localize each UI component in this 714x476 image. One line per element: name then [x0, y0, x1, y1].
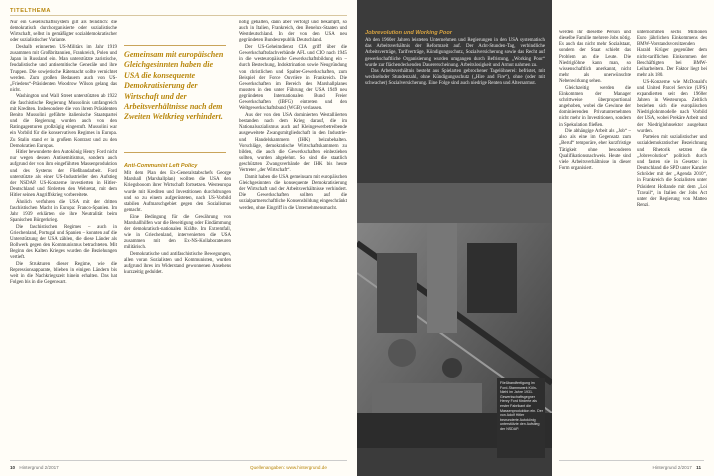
page-number-left: 10: [10, 465, 16, 470]
paragraph: Mit dem Plan des Ex-Generalstabschefs George Marshall (Marshallplan) wollten die USA den Kriegsbooom ihrer Wirtschaft fortsetzen. Westeuropa wurde mit Krediten und Investitionen durchdrungen und so zu einem aufgerüsteten, nach US-Vorbild stabilen Aufmarschgebiet gegen den Sozialismus gemacht.: [124, 171, 231, 214]
left-column-1: [10, 20, 117, 450]
paragraph: Das Arbeitsverhältnis besteht aus Spielarten gebrochener Tagelöhnerei: befristet, mit wechselnder Stundenzahl, ohne Kündigungsschutz („Hire and Fire“), ohne (oder mit schwacher) Sozialversicherung. Eine Folge sind auch niedrige Renten und Altersarmut.: [365, 68, 545, 87]
footer-rule-right: [559, 460, 704, 461]
paragraph: Aus der von den USA dominierten Westalliierten bestanden nach dem Krieg darauf, die im Nationalsozialismus auch auf Kleingewerbetreibende ausgeweitete Zwangsmitgliedschaft in den Industrie- und Handelskammern (IHK) beizubehalten. Vorschläge, demokratische Wirtschaftskammern zu bilden, die auch die Gewerkschaften einbeziehen sollten, wurden abgelehnt. So sind die staatlich geschützten Zwangsverbände der IHK bis heute Vertreter „der Wirtschaft“.: [239, 112, 347, 174]
right-page: [357, 0, 714, 476]
paragraph: Die Strukturen dieser Regime, wie die Repressionsapparate, blieben in einigen Ländern bis weit in die Nachkriegszeit hinein erhalten. Das hat Folgen bis in die Gegenwart.: [10, 261, 117, 286]
dark-subhead: Jobrevolution und Working Poor: [365, 30, 452, 36]
subhead-left: Anti-Communist Left Policy: [124, 163, 198, 169]
section-label: TITELTHEMA: [10, 8, 52, 14]
paragraph: Gleichzeitig werden die Einkommen der Manager schrittweise überproportional angehoben, wobei die Gewinne der dominierenden Privatunternehmen nicht mehr in Investitionen, sondern in Spekulation fließen.: [559, 85, 631, 128]
photo-caption: Fließbandfertigung im Ford-Stammwerk Köln-Niehl im Jahre 1931. Gewerkschaftsgegner Henry Ford förderte als erster Fabrikant die Massenproduktion ein. Der von Adolf Hitler bewunderte Autokönig unterstützte den Aufstieg der NSDAP.: [500, 381, 543, 431]
left-column-2: [124, 160, 231, 450]
paragraph: Demokratische und antifaschistische Bewegungen, allen voran Sozialisten und Kommunisten, wurden aufgrund ihres im Widerstand gewonnenen Ansehens kurzzeitig geduldet.: [124, 251, 231, 276]
photo-caption-box: [497, 378, 545, 458]
paragraph: unternommen sechs Millionen Euro jährlichen Einkommens des BMW-Vorstandsvorsitzenden Harald Krüger gegenüber dem nicht-tariflichen Einkommen der Beschäftigten bei BMW-Leiharbeitern. Der Faktor liegt bei mehr als 180.: [637, 30, 707, 79]
pullquote-rule-bottom: [124, 152, 226, 153]
paragraph: Nur ein Gesellschaftssystem gilt als feindlich: die demokratisch durchorganisierte oder sozialistische Wirtschaft, selbst in gemäßigter sozialdemokratischer oder sozialistischer Variante.: [10, 20, 117, 44]
paragraph: Die faschistischen Regimes – auch in Griechenland, Portugal und Spanien – konnten auf die Unterstützung der USA zählen, die diese Länder als Bollwerk gegen den Kommunismus betrachteten. Mit Beginn des Kalten Krieges wurden die Beziehungen vertieft.: [10, 224, 117, 261]
footer-rule-left: [10, 460, 347, 461]
left-column-3: [239, 20, 347, 450]
paragraph: Washington und Wall Street unterstützten ab 1922 die faschistische Regierung Mussolinis umfangreich mit Krediten. Insbesondere die von ihrem Präsidenten Benito Mussolini geführte italienische Staatspartei und die Regierung wurden auch von den Ratingagenturen großzügig eingestuft. Mussolini war ein Vorbild für die konservativen Regimes in Europa. Zu Stalin stand er in großem Kontrast und zu den Demokratien Europas.: [10, 94, 117, 149]
footer-center: Quellenangaben: www.hintergrund.de: [250, 465, 327, 470]
paragraph: Der US-Geheimdienst CIA griff über die Gewerkschaftsdachverbände AFL und CIO nach 1945 in die westeuropäische Gewerkschaftsbildung ein – durch Bestechung, Indoktrination sowie Neugründung von christlichen und Spalter-Gewerkschaften, zum Beispiel der Force Ouvrière in Frankreich. Die Gewerkschaften im Bereich des Marshallplanes mussten in den unter Führung der USA 1949 neu gegründeten Internationalen Bund Freier Gewerkschaften (IBFG) eintreten und den Weltgewerkschaftsbund (WGB) verlassen.: [239, 44, 347, 112]
paragraph: Damit haben die USA gemeinsam mit europäischen Gleichgesinnten die konsequente Demokratisierung der Wirtschaft und der Arbeitsverhältnisse verhindert. Die Gewerkschaften sollten auf die sozialpartnerschaftliche Konsensbildung eingeschränkt werden, ohne Eingriff in die Unternehmensmacht.: [239, 174, 347, 211]
paragraph: US-Konzerne wie McDonald's und United Parcel Service (UPS) expandierten seit den 1960er Jahren in Westeuropa. Zeitlich beziehen sich die europäischen Niedriglohnmodelle nach Vorbild der USA, wobei Prekäre Arbeit und der Niedriglohnsektor ausgebaut wurden.: [637, 79, 707, 134]
paragraph: nötig gehalten, dann aber verfolgt und bekämpft, so auch in Italien, Frankreich, den Benelux-Staaten und Westdeutschland. In der von den USA neu gegründeten Bundesrepublik Deutschland.: [239, 20, 347, 44]
footer-left: [10, 465, 59, 470]
paragraph: Deshalb erinnerten US-Militärs im Jahr 1919 zusammen mit Großbritannien, Frankreich, Polen und Japan in Russland ein. Man unterstützte zaristische, feudalistische und antisemitische Generäle und ihre Truppen. Die sowjetische Rätemacht sollte vernichtet werden. Zum großen Bedauern auch von US-„Friedens“-Präsidenten Woodrow Wilson gelang das nicht.: [10, 44, 117, 94]
footer-right: [653, 465, 704, 470]
paragraph: Parteien mit sozialistischer und sozialdemokratischer Bezeichnung und Rhetorik setzten die „Jobrevolution“ politisch durch und fasten sie in Gesetze: in Deutschland die SPD unter Kanzler Schröder mit der „Agenda 2010“, in Frankreich die Sozialisten unter Präsident Hollande mit dem „Loi Travail“, in Italien der Jobs Act unter der Regierung von Matteo Renzi.: [637, 135, 707, 208]
right-column-1: [559, 30, 631, 450]
page-number-right: 11: [696, 465, 701, 470]
right-column-2: [637, 30, 707, 450]
paragraph: Ab den 1960er Jahren leisteten Unternehmen und Regierungen in den USA systematisch das Arbeitsverhältnis der Reformzeit auf. Der Acht-Stunden-Tag, verbindliche Arbeitsverträge, Tarifverträge, Kündigungsschutz, Sozialversicherung sowie das Recht auf gewerkschaftliche Organisierung wurden umgangen durch Befristung, „Working Poor“ wurde zur flächendeckenden Dauererscheinung. Arbeitslosigkeit und Armut nahmen zu.: [365, 38, 545, 68]
paragraph: Ähnlich verfuhren die USA mit der dritten faschistischen Macht in Europa: Franco-Spanien. Im Jahr 1939 erklärten sie ihre Neutralität beim Spanischen Bürgerkrieg.: [10, 199, 117, 224]
dark-sidebar-text: [365, 30, 545, 180]
pullquote-rule-top: [124, 45, 226, 46]
footer-right-text: Hintergrund 2/2017: [652, 465, 692, 470]
paragraph: werden ihr dieselbe Person und dieselbe Familie mehrere Jobs nötig. Es auch das nicht mehr Sozialstaat, sondern der Staat schiebt das Problem an die Leute. Die Niedriglöhne kann man, so wissenschaftlich anerkannt, nicht mehr als unerwünschte Nebenwirkung sehen.: [559, 30, 631, 85]
footer-left-text: Hintergrund 2/2017: [19, 465, 59, 470]
paragraph: Hitler bewunderte den Autokönig Henry Ford nicht nur wegen dessen Antisemitismus, sondern auch aufgrund der von ihm eingeführten Massenproduktion und des Systems der Fließbandarbeit. Ford unterstützte als einer US-Industrieller den Aufstieg der NSDAP. US-Konzerne investierten in Hitler-Deutschland und förderten den Wehretat, mit dem Hitler seinen Angriffskrieg vorbereitete.: [10, 150, 117, 199]
pullquote: Gemeinsam mit europäischen Gleichgesinnten haben die USA die konsequente Demokratisierung der Wirtschaft und der Arbeitsverhältnisse nach dem Zweiten Weltkrieg verhindert.: [124, 50, 224, 122]
section-divider: [10, 15, 347, 16]
paragraph: Eine Bedingung für die Gewährung von Marshallhilfen war die Beseitigung oder Eindämmung der demokratisch-nationalen Kräfte. Im Extremfall, wie in Griechenland, intervenierten die USA zusammen mit den Ex-NS-Kollaborateuren militärisch.: [124, 214, 231, 251]
paragraph: Die abhängige Arbeit als „Job“ – also als eine im Gegensatz zum „Beruf“ temporäre, eher kurzfristige Tätigkeit ohne besonderen Qualifikationsnachweis. Heute sind viele Arbeitsverhältnisse in dieser Form organisiert.: [559, 129, 631, 172]
